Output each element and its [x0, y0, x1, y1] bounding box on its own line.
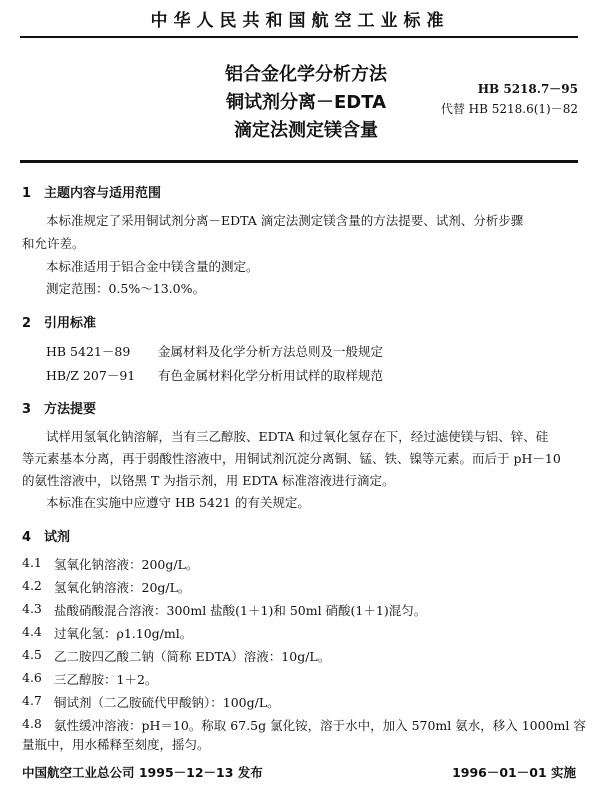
reagent-text: 铜试剂（二乙胺硫代甲酸钠）：100g/L。 — [54, 695, 280, 710]
section-4-heading: 4 试剂 — [22, 530, 71, 545]
s1-paragraph-3: 测定范围：0.5%～13.0%。 — [46, 281, 205, 296]
reagent-8-continuation: 量瓶中，用水稀释至刻度，摇匀。 — [22, 737, 210, 752]
header-rule — [20, 36, 578, 38]
doc-title-line2: 铜试剂分离－EDTA — [225, 92, 387, 113]
reagent-text: 乙二胺四乙酸二钠（简称 EDTA）溶液：10g/L。 — [54, 649, 331, 664]
s1-paragraph-1: 本标准规定了采用铜试剂分离－EDTA 滴定法测定镁含量的方法提要、试剂、分析步骤 — [46, 213, 524, 228]
section-2-heading: 2 引用标准 — [22, 316, 97, 331]
doc-title-line3: 滴定法测定镁含量 — [234, 120, 378, 141]
section-1-heading: 1 主题内容与适用范围 — [22, 186, 162, 201]
s3-line-2: 等元素基本分离，再于弱酸性溶液中，用铜试剂沉淀分离铜、锰、铁、镍等元素。而后于 pH－10 — [22, 451, 561, 466]
org-title: 中华人民共和国航空工业标准 — [150, 11, 450, 31]
reagent-number: 4.2 — [22, 578, 42, 593]
reagent-number: 4.7 — [22, 693, 42, 708]
section-3-heading: 3 方法提要 — [22, 402, 97, 417]
s3-line-4: 本标准在实施中应遵守 HB 5421 的有关规定。 — [46, 495, 310, 510]
title-rule — [20, 160, 578, 163]
s1-paragraph-1-cont: 和允许差。 — [22, 236, 85, 251]
ref-title: 金属材料及化学分析方法总则及一般规定 — [158, 344, 384, 359]
reagent-text: 盐酸硝酸混合溶液：300ml 盐酸(1＋1)和 50ml 硝酸(1＋1)混匀。 — [54, 603, 427, 618]
standard-code: HB 5218.7－95 — [477, 82, 578, 96]
s3-line-3: 的氨性溶液中，以铬黑 T 为指示剂，用 EDTA 标准溶液进行滴定。 — [22, 473, 395, 488]
s1-paragraph-2: 本标准适用于铝合金中镁含量的测定。 — [46, 259, 259, 274]
reagent-text: 三乙醇胺：1＋2。 — [54, 672, 158, 687]
s3-line-1: 试样用氢氧化钠溶解，当有三乙醇胺、EDTA 和过氧化氢存在下，经过滤使镁与铝、锌、硅 — [46, 429, 549, 444]
ref-title: 有色金属材料化学分析用试样的取样规范 — [158, 368, 384, 383]
reagent-number: 4.3 — [22, 601, 42, 616]
reagent-number: 4.5 — [22, 647, 42, 662]
reagent-text: 过氧化氢：ρ1.10g/ml。 — [54, 626, 193, 641]
reagent-number: 4.4 — [22, 624, 42, 639]
effective-date: 1996－01－01 实施 — [452, 765, 576, 780]
reagent-number: 4.1 — [22, 555, 42, 570]
doc-title-line1: 铝合金化学分析方法 — [225, 64, 387, 85]
reagent-text: 氢氧化钠溶液：200g/L。 — [54, 557, 199, 572]
ref-code: HB/Z 207－91 — [46, 368, 136, 383]
reagent-text: 氢氧化钠溶液：20g/L。 — [54, 580, 191, 595]
replaces-code: 代替 HB 5218.6(1)－82 — [440, 102, 578, 116]
ref-code: HB 5421－89 — [46, 344, 131, 359]
reagent-number: 4.6 — [22, 670, 42, 685]
reagent-text: 氨性缓冲溶液：pH＝10。称取 67.5g 氯化铵，溶于水中，加入 570ml 氨水，移入 1000ml 容 — [54, 718, 586, 733]
issue-date: 中国航空工业总公司 1995－12－13 发布 — [22, 765, 263, 780]
reagent-number: 4.8 — [22, 716, 42, 731]
